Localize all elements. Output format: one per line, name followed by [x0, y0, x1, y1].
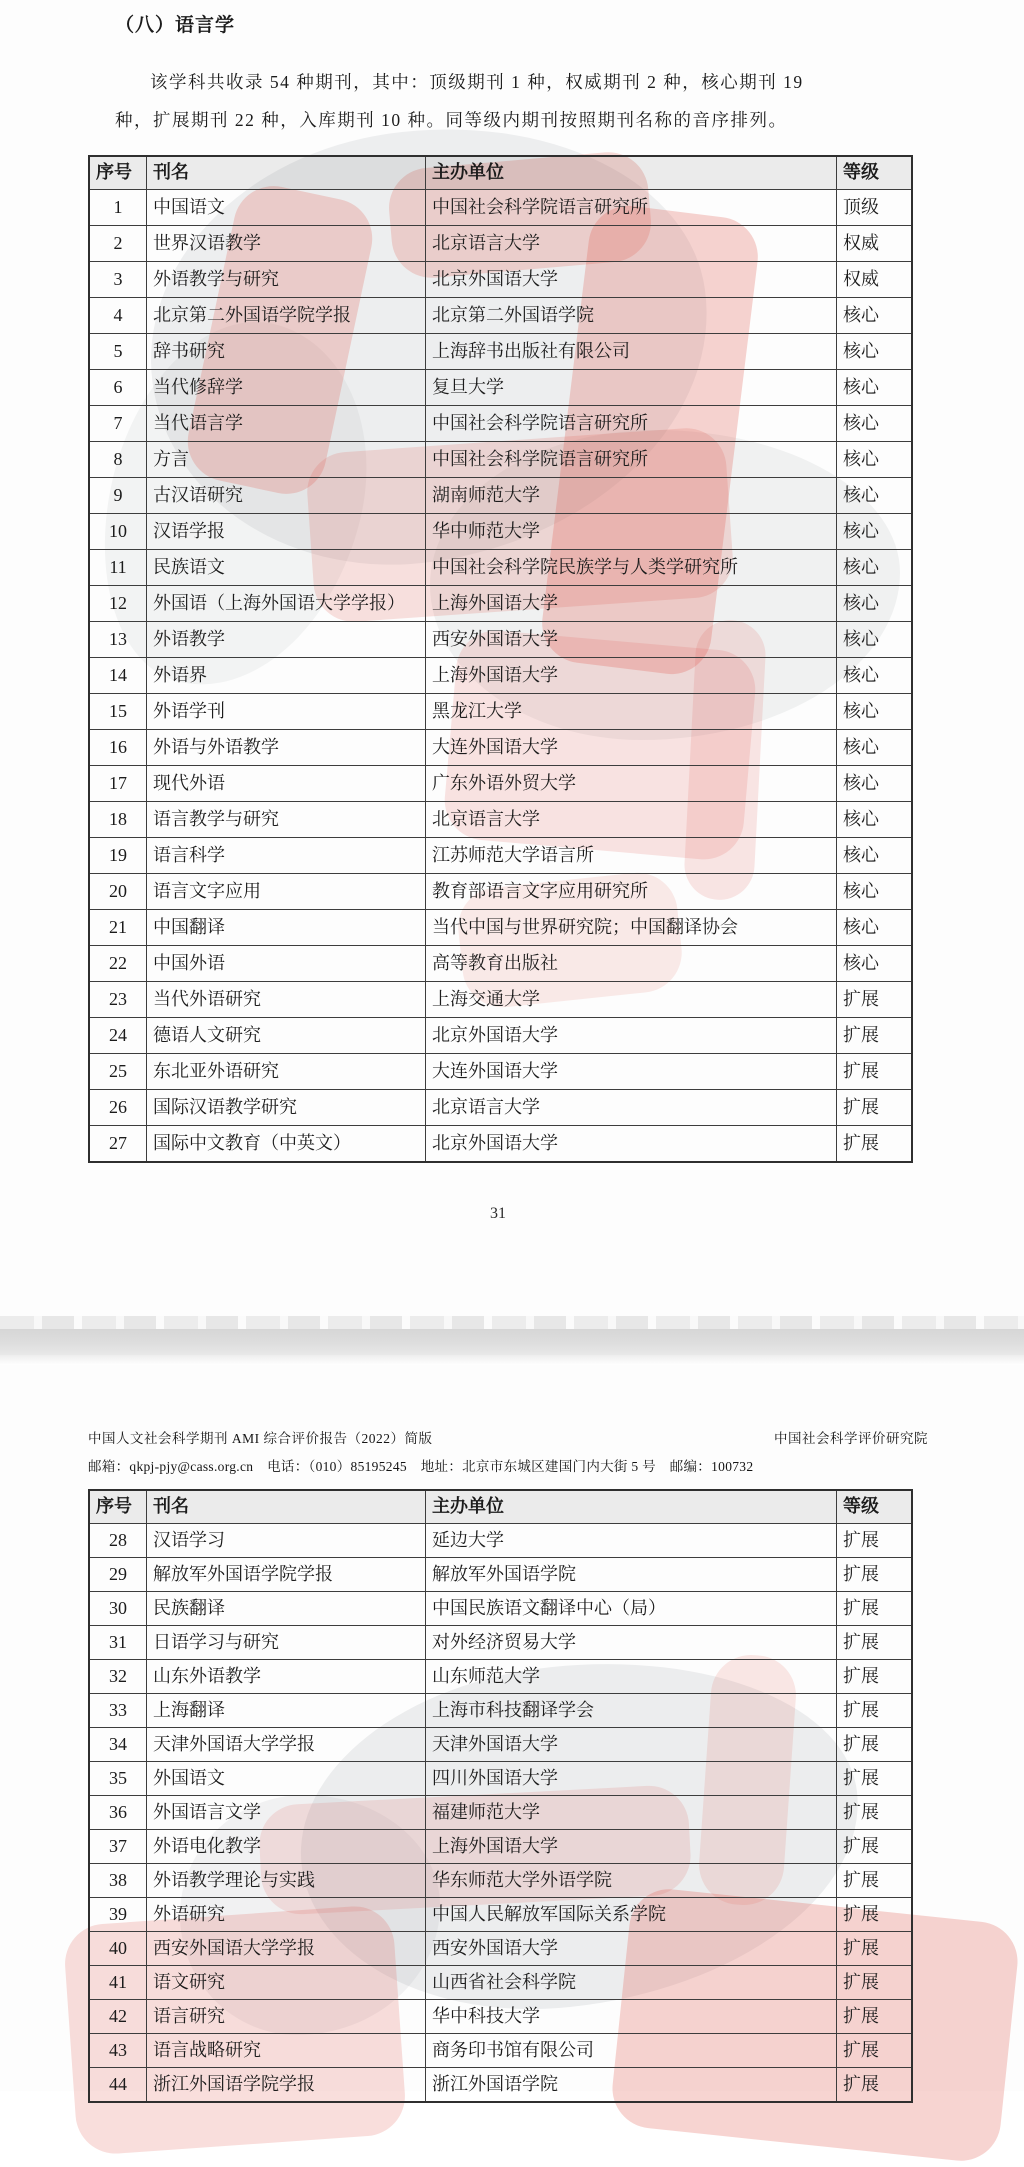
cell-level: 核心 — [837, 802, 913, 838]
cell-level: 扩展 — [837, 1018, 913, 1054]
cell-journal: 浙江外国语学院学报 — [147, 2068, 426, 2103]
cell-index: 4 — [89, 298, 147, 334]
cell-organizer: 教育部语言文字应用研究所 — [426, 874, 837, 910]
cell-journal: 外国语（上海外国语大学学报） — [147, 586, 426, 622]
cell-index: 40 — [89, 1932, 147, 1966]
table-row — [89, 442, 912, 478]
cell-level: 核心 — [837, 550, 913, 586]
table-row — [89, 622, 912, 658]
cell-index: 11 — [89, 550, 147, 586]
cell-level: 扩展 — [837, 1932, 913, 1966]
journal-table-page1 — [88, 155, 913, 1163]
cell-journal: 现代外语 — [147, 766, 426, 802]
report-contact-line: 邮箱：qkpj-pjy@cass.org.cn 电话：（010）85195245 地址：北京市东城区建国门内大街 5 号 邮编：100732 — [88, 1459, 754, 1474]
cell-organizer: 中国社会科学院民族学与人类学研究所 — [426, 550, 837, 586]
cell-organizer: 华中师范大学 — [426, 514, 837, 550]
cell-organizer: 中国民族语文翻译中心（局） — [426, 1592, 837, 1626]
cell-organizer: 西安外国语大学 — [426, 622, 837, 658]
cell-journal: 中国语文 — [147, 190, 426, 226]
cell-journal: 国际中文教育（中英文） — [147, 1126, 426, 1163]
cell-journal: 当代修辞学 — [147, 370, 426, 406]
cell-level: 核心 — [837, 838, 913, 874]
cell-index: 38 — [89, 1864, 147, 1898]
cell-index: 24 — [89, 1018, 147, 1054]
intro-paragraph — [115, 63, 914, 139]
cell-organizer: 华中科技大学 — [426, 2000, 837, 2034]
cell-journal: 中国外语 — [147, 946, 426, 982]
cell-index: 29 — [89, 1558, 147, 1592]
page-number: 31 — [490, 1205, 506, 1222]
report-institution: 中国社会科学评价研究院 — [774, 1431, 928, 1446]
cell-index: 28 — [89, 1524, 147, 1558]
cell-organizer: 江苏师范大学语言所 — [426, 838, 837, 874]
cell-index: 21 — [89, 910, 147, 946]
table-row — [89, 766, 912, 802]
divider-fade — [0, 1355, 1024, 1365]
cell-level: 核心 — [837, 334, 913, 370]
cell-level: 核心 — [837, 910, 913, 946]
table-row — [89, 1090, 912, 1126]
cell-index: 42 — [89, 2000, 147, 2034]
cell-organizer: 上海外国语大学 — [426, 1830, 837, 1864]
cell-journal: 东北亚外语研究 — [147, 1054, 426, 1090]
cell-organizer: 北京语言大学 — [426, 802, 837, 838]
cell-organizer: 北京外国语大学 — [426, 1126, 837, 1163]
cell-level: 扩展 — [837, 1524, 913, 1558]
cell-journal: 当代外语研究 — [147, 982, 426, 1018]
cell-level: 扩展 — [837, 1864, 913, 1898]
cell-organizer: 中国社会科学院语言研究所 — [426, 406, 837, 442]
cell-journal: 世界汉语教学 — [147, 226, 426, 262]
column-header: 主办单位 — [426, 1490, 837, 1524]
cell-index: 5 — [89, 334, 147, 370]
cell-journal: 民族翻译 — [147, 1592, 426, 1626]
cell-organizer: 西安外国语大学 — [426, 1932, 837, 1966]
cell-level: 核心 — [837, 946, 913, 982]
cell-index: 32 — [89, 1660, 147, 1694]
table-row — [89, 910, 912, 946]
cell-level: 扩展 — [837, 2000, 913, 2034]
cell-journal: 语文研究 — [147, 1966, 426, 2000]
cell-level: 扩展 — [837, 1126, 913, 1163]
cell-level: 扩展 — [837, 982, 913, 1018]
table-row — [89, 2068, 912, 2103]
table-row — [89, 1626, 912, 1660]
table-body-page2 — [89, 1524, 912, 2103]
cell-journal: 外语教学理论与实践 — [147, 1864, 426, 1898]
table-row — [89, 1728, 912, 1762]
cell-organizer: 上海外国语大学 — [426, 586, 837, 622]
cell-organizer: 北京语言大学 — [426, 1090, 837, 1126]
cell-level: 核心 — [837, 406, 913, 442]
cell-index: 20 — [89, 874, 147, 910]
cell-organizer: 北京外国语大学 — [426, 1018, 837, 1054]
cell-journal: 汉语学习 — [147, 1524, 426, 1558]
cell-journal: 外语界 — [147, 658, 426, 694]
table-header-row — [89, 156, 912, 190]
cell-level: 核心 — [837, 658, 913, 694]
table-row — [89, 298, 912, 334]
cell-organizer: 对外经济贸易大学 — [426, 1626, 837, 1660]
cell-journal: 上海翻译 — [147, 1694, 426, 1728]
cell-index: 39 — [89, 1898, 147, 1932]
table-row — [89, 226, 912, 262]
cell-organizer: 广东外语外贸大学 — [426, 766, 837, 802]
cell-level: 核心 — [837, 586, 913, 622]
column-header: 刊名 — [147, 1490, 426, 1524]
cell-organizer: 中国社会科学院语言研究所 — [426, 442, 837, 478]
cell-index: 12 — [89, 586, 147, 622]
cell-index: 18 — [89, 802, 147, 838]
cell-organizer: 解放军外国语学院 — [426, 1558, 837, 1592]
cell-journal: 北京第二外国语学院学报 — [147, 298, 426, 334]
cell-level: 扩展 — [837, 1762, 913, 1796]
cell-organizer: 延边大学 — [426, 1524, 837, 1558]
table-header-row — [89, 1490, 912, 1524]
cell-index: 13 — [89, 622, 147, 658]
cell-organizer: 福建师范大学 — [426, 1796, 837, 1830]
cell-journal: 外语研究 — [147, 1898, 426, 1932]
cell-index: 2 — [89, 226, 147, 262]
table-row — [89, 190, 912, 226]
cell-journal: 外国语言文学 — [147, 1796, 426, 1830]
page-divider — [0, 1316, 1024, 1365]
cell-index: 36 — [89, 1796, 147, 1830]
cell-index: 8 — [89, 442, 147, 478]
cell-level: 扩展 — [837, 2034, 913, 2068]
table-row — [89, 334, 912, 370]
table-row — [89, 1126, 912, 1163]
table-row — [89, 874, 912, 910]
cell-level: 核心 — [837, 370, 913, 406]
cell-level: 核心 — [837, 478, 913, 514]
table-row — [89, 2034, 912, 2068]
table-row — [89, 1762, 912, 1796]
cell-index: 37 — [89, 1830, 147, 1864]
table-row — [89, 1966, 912, 2000]
table-row — [89, 730, 912, 766]
cell-index: 1 — [89, 190, 147, 226]
cell-journal: 解放军外国语学院学报 — [147, 1558, 426, 1592]
table-row — [89, 514, 912, 550]
cell-organizer: 上海市科技翻译学会 — [426, 1694, 837, 1728]
table-row — [89, 478, 912, 514]
cell-journal: 日语学习与研究 — [147, 1626, 426, 1660]
cell-organizer: 北京外国语大学 — [426, 262, 837, 298]
table-row — [89, 658, 912, 694]
cell-organizer: 天津外国语大学 — [426, 1728, 837, 1762]
cell-journal: 外语与外语教学 — [147, 730, 426, 766]
column-header: 刊名 — [147, 156, 426, 190]
table-row — [89, 1830, 912, 1864]
cell-index: 26 — [89, 1090, 147, 1126]
cell-organizer: 商务印书馆有限公司 — [426, 2034, 837, 2068]
cell-index: 23 — [89, 982, 147, 1018]
cell-organizer: 高等教育出版社 — [426, 946, 837, 982]
cell-index: 43 — [89, 2034, 147, 2068]
cell-organizer: 中国人民解放军国际关系学院 — [426, 1898, 837, 1932]
cell-organizer: 四川外国语大学 — [426, 1762, 837, 1796]
cell-journal: 语言科学 — [147, 838, 426, 874]
cell-organizer: 山西省社会科学院 — [426, 1966, 837, 2000]
cell-organizer: 复旦大学 — [426, 370, 837, 406]
cell-organizer: 华东师范大学外语学院 — [426, 1864, 837, 1898]
cell-organizer: 湖南师范大学 — [426, 478, 837, 514]
column-header: 序号 — [89, 156, 147, 190]
cell-level: 核心 — [837, 766, 913, 802]
cell-index: 3 — [89, 262, 147, 298]
cell-journal: 山东外语教学 — [147, 1660, 426, 1694]
journal-table-page2 — [88, 1489, 913, 2103]
table-row — [89, 370, 912, 406]
cell-journal: 国际汉语教学研究 — [147, 1090, 426, 1126]
report-header — [88, 1427, 928, 1475]
cell-journal: 外语教学与研究 — [147, 262, 426, 298]
column-header: 等级 — [837, 1490, 913, 1524]
column-header: 等级 — [837, 156, 913, 190]
cell-level: 扩展 — [837, 1694, 913, 1728]
table-row — [89, 838, 912, 874]
cell-index: 7 — [89, 406, 147, 442]
cell-index: 17 — [89, 766, 147, 802]
table-row — [89, 1660, 912, 1694]
table-body-page1 — [89, 190, 912, 1163]
cell-level: 扩展 — [837, 1090, 913, 1126]
cell-organizer: 浙江外国语学院 — [426, 2068, 837, 2103]
cell-index: 15 — [89, 694, 147, 730]
intro-line-2: 种，扩展期刊 22 种，入库期刊 10 种。同等级内期刊按照期刊名称的音序排列。 — [115, 110, 788, 130]
cell-journal: 外语教学 — [147, 622, 426, 658]
table-header — [89, 156, 912, 190]
cell-level: 核心 — [837, 622, 913, 658]
table-row — [89, 802, 912, 838]
cell-level: 扩展 — [837, 1660, 913, 1694]
cell-journal: 语言研究 — [147, 2000, 426, 2034]
table-row — [89, 1054, 912, 1090]
table-row — [89, 1864, 912, 1898]
cell-journal: 外语学刊 — [147, 694, 426, 730]
cell-level: 扩展 — [837, 2068, 913, 2103]
cell-journal: 辞书研究 — [147, 334, 426, 370]
cell-index: 6 — [89, 370, 147, 406]
cell-level: 扩展 — [837, 1592, 913, 1626]
cell-journal: 民族语文 — [147, 550, 426, 586]
cell-journal: 语言文字应用 — [147, 874, 426, 910]
cell-journal: 德语人文研究 — [147, 1018, 426, 1054]
cell-level: 扩展 — [837, 1728, 913, 1762]
table-row — [89, 982, 912, 1018]
cell-organizer: 山东师范大学 — [426, 1660, 837, 1694]
cell-level: 核心 — [837, 694, 913, 730]
cell-organizer: 北京语言大学 — [426, 226, 837, 262]
table-row — [89, 406, 912, 442]
cell-organizer: 上海辞书出版社有限公司 — [426, 334, 837, 370]
cell-level: 顶级 — [837, 190, 913, 226]
divider-band — [0, 1329, 1024, 1355]
table-row — [89, 1694, 912, 1728]
table-row — [89, 1796, 912, 1830]
cell-journal: 汉语学报 — [147, 514, 426, 550]
cell-level: 扩展 — [837, 1966, 913, 2000]
torn-edge — [0, 1316, 1024, 1329]
table-row — [89, 694, 912, 730]
cell-organizer: 黑龙江大学 — [426, 694, 837, 730]
cell-index: 31 — [89, 1626, 147, 1660]
cell-level: 扩展 — [837, 1054, 913, 1090]
cell-level: 扩展 — [837, 1796, 913, 1830]
cell-index: 22 — [89, 946, 147, 982]
table-row — [89, 550, 912, 586]
page-2 — [0, 1365, 1024, 2167]
cell-index: 30 — [89, 1592, 147, 1626]
cell-index: 14 — [89, 658, 147, 694]
intro-line-1: 该学科共收录 54 种期刊，其中：顶级期刊 1 种，权威期刊 2 种，核心期刊 19 — [150, 72, 804, 92]
cell-organizer: 大连外国语大学 — [426, 1054, 837, 1090]
cell-index: 44 — [89, 2068, 147, 2103]
cell-journal: 当代语言学 — [147, 406, 426, 442]
cell-journal: 古汉语研究 — [147, 478, 426, 514]
table-row — [89, 586, 912, 622]
cell-level: 扩展 — [837, 1558, 913, 1592]
cell-journal: 西安外国语大学学报 — [147, 1932, 426, 1966]
cell-level: 核心 — [837, 442, 913, 478]
cell-level: 扩展 — [837, 1626, 913, 1660]
cell-journal: 外国语文 — [147, 1762, 426, 1796]
cell-journal: 外语电化教学 — [147, 1830, 426, 1864]
cell-journal: 中国翻译 — [147, 910, 426, 946]
cell-journal: 方言 — [147, 442, 426, 478]
table-row — [89, 1558, 912, 1592]
cell-index: 9 — [89, 478, 147, 514]
cell-level: 扩展 — [837, 1830, 913, 1864]
cell-level: 权威 — [837, 262, 913, 298]
cell-index: 25 — [89, 1054, 147, 1090]
table-row — [89, 1592, 912, 1626]
table-row — [89, 262, 912, 298]
table-row — [89, 946, 912, 982]
cell-level: 核心 — [837, 730, 913, 766]
cell-level: 扩展 — [837, 1898, 913, 1932]
cell-organizer: 当代中国与世界研究院；中国翻译协会 — [426, 910, 837, 946]
cell-journal: 天津外国语大学学报 — [147, 1728, 426, 1762]
cell-index: 16 — [89, 730, 147, 766]
cell-organizer: 中国社会科学院语言研究所 — [426, 190, 837, 226]
cell-organizer: 大连外国语大学 — [426, 730, 837, 766]
table-row — [89, 2000, 912, 2034]
cell-level: 核心 — [837, 874, 913, 910]
cell-organizer: 上海交通大学 — [426, 982, 837, 1018]
cell-journal: 语言战略研究 — [147, 2034, 426, 2068]
cell-index: 41 — [89, 1966, 147, 2000]
column-header: 主办单位 — [426, 156, 837, 190]
cell-organizer: 上海外国语大学 — [426, 658, 837, 694]
cell-level: 核心 — [837, 514, 913, 550]
cell-index: 27 — [89, 1126, 147, 1163]
cell-level: 核心 — [837, 298, 913, 334]
table-row — [89, 1898, 912, 1932]
cell-organizer: 北京第二外国语学院 — [426, 298, 837, 334]
section-title: （八）语言学 — [115, 15, 236, 36]
cell-index: 34 — [89, 1728, 147, 1762]
cell-index: 33 — [89, 1694, 147, 1728]
table-header — [89, 1490, 912, 1524]
column-header: 序号 — [89, 1490, 147, 1524]
cell-level: 权威 — [837, 226, 913, 262]
cell-index: 19 — [89, 838, 147, 874]
table-row — [89, 1932, 912, 1966]
table-row — [89, 1524, 912, 1558]
cell-index: 35 — [89, 1762, 147, 1796]
cell-index: 10 — [89, 514, 147, 550]
cell-journal: 语言教学与研究 — [147, 802, 426, 838]
table-row — [89, 1018, 912, 1054]
report-title: 中国人文社会科学期刊 AMI 综合评价报告（2022）简版 — [88, 1431, 433, 1446]
